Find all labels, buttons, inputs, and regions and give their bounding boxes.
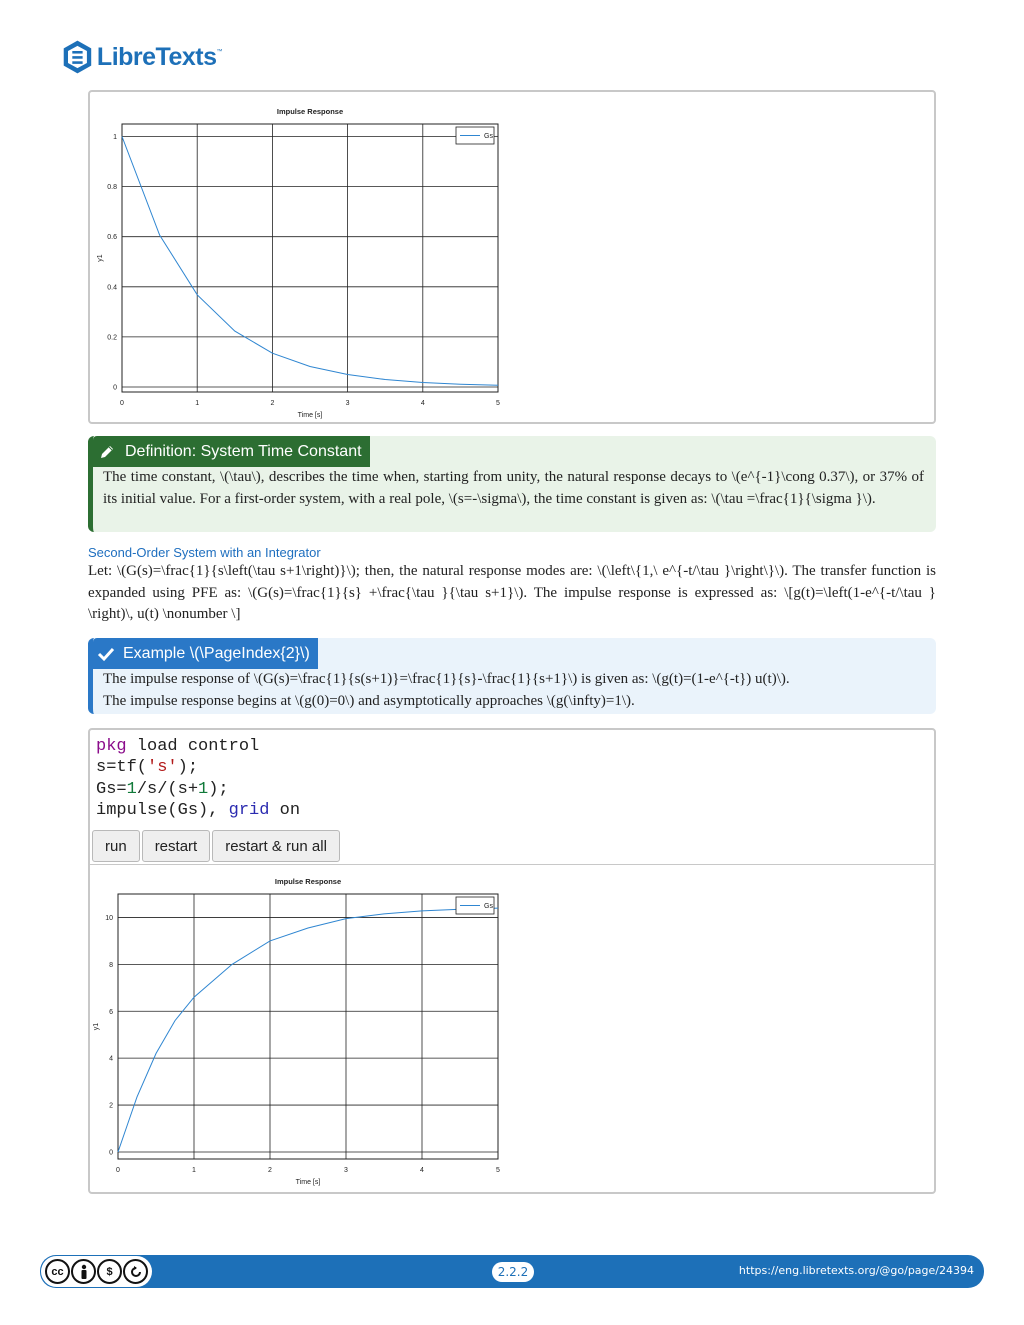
run-button[interactable]: run <box>92 830 140 862</box>
y-tick-label: 10 <box>105 914 113 922</box>
chart-title: Impulse Response <box>276 107 344 116</box>
y-tick-label: 8 <box>109 961 113 969</box>
by-icon <box>71 1259 96 1284</box>
example-box <box>88 638 936 714</box>
restart-run-all-button[interactable]: restart & run all <box>212 830 340 862</box>
x-tick-label: 0 <box>120 400 124 407</box>
code-token: 's' <box>147 758 178 778</box>
code-token: load control <box>126 737 260 756</box>
x-tick-label: 5 <box>496 400 500 407</box>
definition-header <box>93 436 370 467</box>
definition-title: Definition: System Time Constant <box>125 442 362 460</box>
impulse-response-chart-1 <box>90 92 530 422</box>
y-tick-label: 0 <box>109 1149 113 1157</box>
example-text <box>103 669 924 712</box>
code-token: Gs= <box>96 779 127 799</box>
license-badge[interactable] <box>40 1255 152 1288</box>
legend-label: Gs <box>484 133 493 140</box>
code-editor[interactable] <box>96 736 300 821</box>
page-number: 2.2.2 <box>492 1262 534 1282</box>
restart-button[interactable]: restart <box>142 830 211 862</box>
impulse-response-chart-2 <box>90 866 530 1192</box>
section-title: Second-Order System with an Integrator <box>88 545 321 560</box>
sa-icon <box>123 1259 148 1284</box>
chart-title: Impulse Response <box>274 877 342 886</box>
x-axis-label: Time [s] <box>295 1179 321 1186</box>
y-tick-label: 1 <box>113 134 117 142</box>
x-tick-label: 0 <box>116 1167 120 1174</box>
example-line-2: The impulse response begins at \(g(0)=0\) and asymptotically approaches \(g(\infty)=1\). <box>103 692 635 709</box>
plot-output-1 <box>88 90 936 424</box>
code-token: grid <box>228 800 270 820</box>
x-tick-label: 2 <box>270 400 275 407</box>
code-token: ); <box>177 758 199 778</box>
definition-box <box>88 436 936 532</box>
x-tick-label: 1 <box>195 400 200 407</box>
code-cell <box>88 728 936 1194</box>
plot-area <box>122 124 498 392</box>
output-divider <box>90 864 934 865</box>
code-token: 1 <box>126 779 137 799</box>
code-token: /s/(s+ <box>136 779 199 799</box>
x-tick-label: 1 <box>192 1167 196 1174</box>
section-text: Let: \(G(s)=\frac{1}{s\left(\tau s+1\right)}\); then, the natural response modes are: \(\left\{1,\ e^{-t/\tau }\right\}\). The transfer function is expanded using PFE as: \(G(s)=\frac{1}{s} +\frac{\tau }{\tau s+1}\). The impulse response is expressed as: \[g(t)=\left(1-e^{-t/\tau } \right)\, u(t) \nonumber \] <box>88 563 936 622</box>
nc-icon: $ <box>97 1259 122 1284</box>
cc-icon: cc <box>45 1259 70 1284</box>
code-token: ); <box>208 779 229 799</box>
code-token: impulse(Gs), <box>96 800 229 820</box>
pencil-icon <box>99 444 115 460</box>
page-footer <box>40 1255 984 1288</box>
code-token: pkg <box>96 737 127 756</box>
libretexts-logo[interactable] <box>62 36 222 78</box>
y-tick-label: 4 <box>109 1055 113 1063</box>
y-axis-label: y1 <box>97 254 104 262</box>
code-token: s=tf( <box>96 758 148 778</box>
legend-label: Gs <box>484 903 493 910</box>
x-tick-label: 4 <box>420 1167 424 1174</box>
x-axis-label: Time [s] <box>297 412 323 419</box>
cell-controls <box>92 830 340 862</box>
checkmark-icon <box>97 646 115 662</box>
x-tick-label: 3 <box>345 400 350 407</box>
code-token: 1 <box>198 779 209 799</box>
example-title: Example \(\PageIndex{2}\) <box>123 644 310 662</box>
y-tick-label: 0 <box>113 384 117 392</box>
example-header <box>93 638 318 669</box>
y-tick-label: 0.8 <box>107 184 117 192</box>
y-tick-label: 2 <box>109 1102 113 1110</box>
libretexts-hex-icon <box>62 37 93 77</box>
y-tick-label: 0.4 <box>107 284 117 292</box>
x-tick-label: 5 <box>496 1167 500 1174</box>
page-url[interactable]: https://eng.libretexts.org/@go/page/24394 <box>738 1264 974 1277</box>
y-axis-label: y1 <box>93 1022 100 1031</box>
code-token: on <box>269 800 301 820</box>
x-tick-label: 3 <box>344 1167 348 1174</box>
example-line-1: The impulse response of \(G(s)=\frac{1}{s(s+1)}=\frac{1}{s}-\frac{1}{s+1}\) is given as: \(g(t)=(1-e^{-t}) u(t)\). <box>103 671 790 687</box>
y-tick-label: 0.6 <box>107 234 117 242</box>
plot-area <box>118 894 498 1159</box>
y-tick-label: 0.2 <box>107 334 117 342</box>
x-tick-label: 2 <box>268 1167 272 1174</box>
brand-name: LibreTexts™ <box>96 42 222 71</box>
y-tick-label: 6 <box>109 1008 113 1016</box>
definition-text: The time constant, \(\tau\), describes the time when, starting from unity, the natural response decays to \(e^{-1}\cong 0.37\), or 37% of its initial value. For a first-order system, with a real pole, \(s=-\sigma\), the time constant is given as: \(\tau =\frac{1}{\sigma }\). <box>103 469 924 507</box>
x-tick-label: 4 <box>420 400 425 407</box>
